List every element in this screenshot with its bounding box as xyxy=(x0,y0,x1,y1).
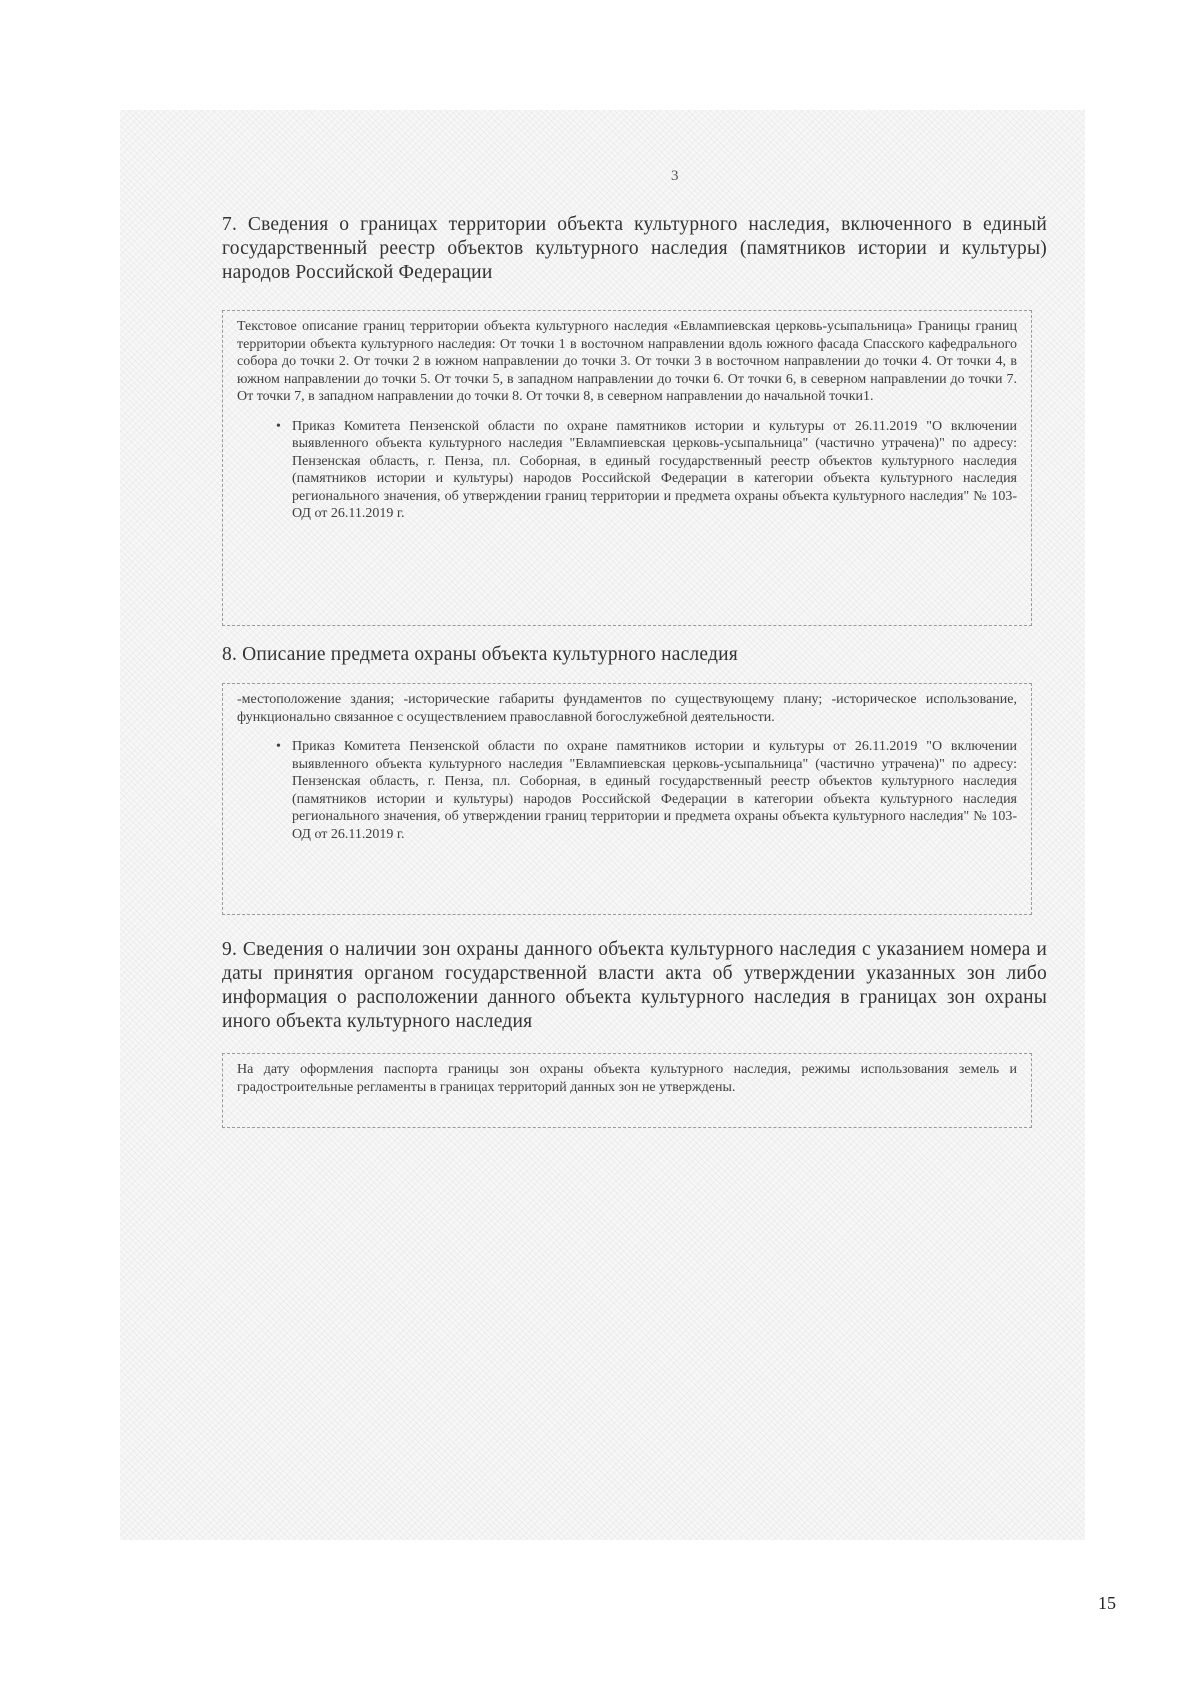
section-9-box xyxy=(222,1053,1032,1128)
section-8-order-list xyxy=(237,738,1017,843)
section-8-box xyxy=(222,683,1032,915)
section-7-boundary-text: Текстовое описание границ территории объекта культурного наследия «Евлампиевская церковь-усыпальница» Границы границ территории объекта культурного наследия: От точки 1 в восточном направлении вдоль южного фасада Спасского кафедрального собора до точки 2. От точки 2 в южном направлении до точки 3. От точки 3 в восточном направлении до точки 4. От точки 4, в южном направлении до точки 5. От точки 5, в западном направлении до точки 6. От точки 6, в северном направлении до точки 7. От точки 7, в западном направлении до точки 8. От точки 8, в северном направлении до начальной точки1. xyxy=(237,319,1017,404)
section-9-zones-text: На дату оформления паспорта границы зон охраны объекта культурного наследия, режимы использования земель и градостроительные регламенты в границах территорий данных зон не утверждены. xyxy=(237,1062,1017,1095)
section-8-order-item xyxy=(276,738,1017,843)
section-7-order-list xyxy=(237,418,1017,523)
section-7-heading: 7. Сведения о границах территории объекта культурного наследия, включенного в единый государственный реестр объектов культурного наследия (памятников истории и культуры) народов Российской Федерации xyxy=(222,214,1047,283)
page-number: 15 xyxy=(1098,1593,1116,1613)
section-8-protection-text: -местоположение здания; -исторические габариты фундаментов по существующему плану; -историческое использование, функционально связанное с осуществлением православной богослужебной деятельности. xyxy=(237,692,1017,725)
scanned-page-number: 3 xyxy=(671,168,679,184)
section-9-heading: 9. Сведения о наличии зон охраны данного объекта культурного наследия с указанием номера и даты принятия органом государственной власти акта об утверждении указанных зон либо информация о расположении данного объекта культурного наследия в границах зон охраны иного объекта культурного наследия xyxy=(222,939,1047,1032)
section-8-order-text: Приказ Комитета Пензенской области по охране памятников истории и культуры от 26.11.2019 "О включении выявленного объекта культурного наследия "Евлампиевская церковь-усыпальница" (частично утрачена)" по адресу: Пензенская область, г. Пенза, пл. Соборная, в единый государственный реестр объектов культурного наследия (памятников истории и культуры) народов Российской Федерации в категории объекта культурного наследия регионального значения, об утверждении границ территории и предмета охраны объекта культурного наследия" № 103-ОД от 26.11.2019 г. xyxy=(292,739,1017,842)
bullet-icon: • xyxy=(276,418,281,434)
section-8-heading: 8. Описание предмета охраны объекта культурного наследия xyxy=(222,644,738,665)
section-7-order-text: Приказ Комитета Пензенской области по охране памятников истории и культуры от 26.11.2019 "О включении выявленного объекта культурного наследия "Евлампиевская церковь-усыпальница" (частично утрачена)" по адресу: Пензенская область, г. Пенза, пл. Соборная, в единый государственный реестр объектов культурного наследия (памятников истории и культуры) народов Российской Федерации в категории объекта культурного наследия регионального значения, об утверждении границ территории и предмета охраны объекта культурного наследия" № 103-ОД от 26.11.2019 г. xyxy=(292,418,1017,521)
section-7-box xyxy=(222,310,1032,626)
section-7-order-item xyxy=(276,418,1017,523)
bullet-icon: • xyxy=(276,739,281,754)
